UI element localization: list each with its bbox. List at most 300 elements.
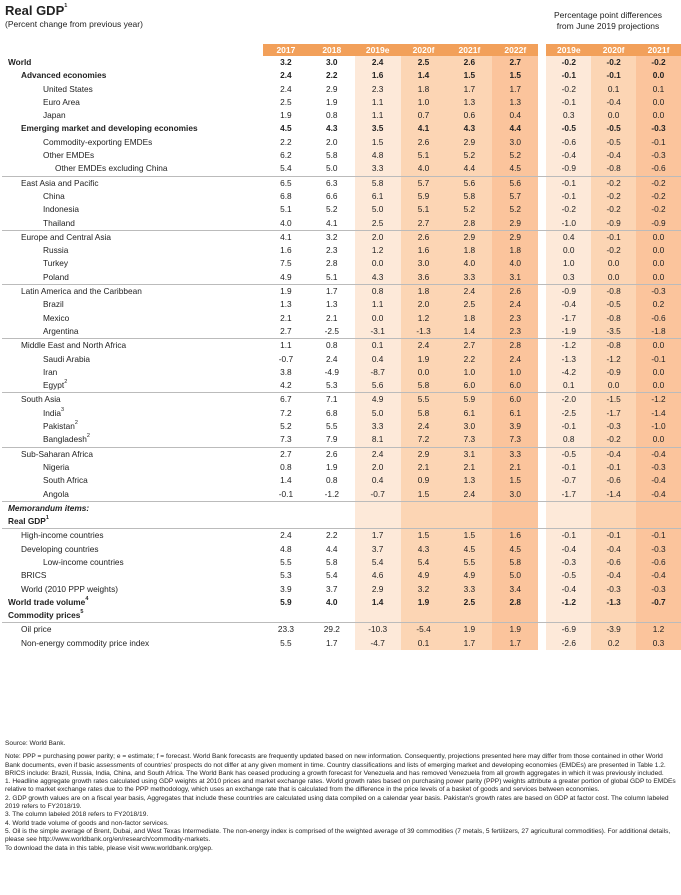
- value-cell: 1.9: [446, 623, 492, 637]
- value-cell: 2.3: [326, 245, 338, 256]
- value-cell: 2.4: [280, 70, 292, 81]
- value-cell: 1.6: [492, 529, 538, 543]
- value-cell: [263, 501, 309, 515]
- value-cell: 1.5: [446, 529, 492, 543]
- value-cell: 0.9: [401, 474, 447, 487]
- value-cell: 1.3: [446, 474, 492, 487]
- value-cell: 2.6: [401, 230, 447, 244]
- value-cell: 2.8: [446, 217, 492, 231]
- value-cell: 6.5: [263, 176, 309, 190]
- value-cell: 1.7: [446, 637, 492, 650]
- row-label: Middle East and North Africa: [2, 339, 263, 353]
- value-cell: 2.6: [492, 285, 538, 299]
- pp-diff-cell: -1.2: [546, 339, 591, 353]
- pp-diff-cell: -1.4: [591, 488, 636, 502]
- value-cell: 3.0: [492, 136, 538, 149]
- value-cell: 6.1: [446, 407, 492, 420]
- value-cell: 2.4: [446, 488, 492, 502]
- pp-diff-cell: -0.3: [591, 583, 636, 596]
- value-cell: [263, 609, 309, 623]
- row-label: India$^3$: [43, 406, 65, 418]
- table-row: [2, 543, 681, 556]
- pp-diff-cell: 0.4: [546, 230, 591, 244]
- pp-diff-cell: -0.1: [591, 69, 636, 82]
- value-cell: 1.9: [401, 353, 447, 366]
- row-label: BRICS: [21, 570, 47, 581]
- value-cell: -10.3: [355, 623, 401, 637]
- value-cell: 3.9: [280, 583, 292, 594]
- pp-diff-cell: -1.0: [636, 420, 681, 433]
- value-cell: 2.5: [280, 96, 292, 107]
- pp-diff-cell: [546, 501, 591, 515]
- value-cell: 2.4: [492, 353, 538, 366]
- pp-diff-cell: 0.0: [636, 109, 681, 122]
- pp-diff-cell: -0.1: [546, 69, 591, 82]
- table-row: [2, 203, 681, 216]
- value-cell: 2.8: [492, 596, 538, 609]
- value-cell: 5.7: [492, 190, 538, 203]
- row-label: Real GDP$^1$: [8, 515, 49, 527]
- value-cell: 2.4: [401, 420, 447, 433]
- pp-col-header: 2019e: [546, 44, 591, 56]
- pp-diff-cell: [636, 609, 681, 623]
- value-cell: 2.7: [401, 217, 447, 231]
- pp-diff-cell: -0.9: [546, 162, 591, 176]
- value-cell: 5.2: [492, 149, 538, 162]
- gdp-table: [2, 44, 681, 650]
- value-cell: 6.0: [492, 393, 538, 407]
- table-row: [2, 271, 681, 285]
- pp-diff-cell: -4.2: [546, 366, 591, 379]
- value-cell: 1.2: [355, 244, 401, 257]
- value-cell: 1.7: [326, 637, 338, 648]
- value-cell: 7.9: [326, 434, 338, 445]
- pp-diff-cell: 0.0: [591, 109, 636, 122]
- pp-diff-cell: [591, 515, 636, 529]
- value-cell: 2.8: [492, 339, 538, 353]
- value-cell: 3.3: [492, 447, 538, 461]
- value-cell: 2.9: [492, 217, 538, 231]
- value-cell: [492, 515, 538, 529]
- value-cell: 2.2: [280, 136, 292, 147]
- pp-diff-cell: -0.3: [546, 556, 591, 569]
- value-cell: 3.0: [446, 420, 492, 433]
- row-label: Japan: [43, 110, 66, 121]
- value-cell: 1.8: [401, 83, 447, 96]
- pp-diff-cell: 0.0: [636, 271, 681, 285]
- value-cell: 1.7: [309, 285, 355, 299]
- pp-diff-cell: -0.4: [546, 149, 591, 162]
- value-cell: 5.7: [401, 176, 447, 190]
- value-cell: 2.5: [446, 596, 492, 609]
- table-subtitle: (Percent change from previous year): [5, 19, 143, 29]
- value-cell: 1.3: [326, 299, 338, 310]
- row-label: Thailand: [43, 217, 75, 228]
- value-cell: [309, 515, 355, 529]
- value-cell: 0.0: [355, 312, 401, 325]
- value-cell: 1.2: [401, 312, 447, 325]
- value-cell: 1.9: [401, 596, 447, 609]
- value-cell: 4.0: [280, 217, 292, 228]
- value-cell: 3.3: [355, 162, 401, 176]
- value-cell: 2.9: [492, 230, 538, 244]
- table-row: [2, 176, 681, 190]
- pp-diff-cell: 0.0: [636, 339, 681, 353]
- pp-diff-cell: -0.5: [546, 447, 591, 461]
- col-header: 2018: [309, 44, 355, 56]
- pp-diff-cell: -0.4: [591, 447, 636, 461]
- pp-diff-cell: -0.2: [591, 190, 636, 203]
- table-row: [2, 149, 681, 162]
- row-label: Egypt$^2$: [43, 379, 68, 391]
- pp-diff-cell: [546, 609, 591, 623]
- value-cell: 3.1: [492, 271, 538, 285]
- value-cell: 1.4: [355, 596, 401, 609]
- row-label: World trade volume$^4$: [8, 595, 89, 607]
- value-cell: 1.4: [446, 325, 492, 339]
- value-cell: 2.9: [326, 83, 338, 94]
- value-cell: 1.7: [446, 83, 492, 96]
- footnote: 2. GDP growth values are on a fiscal year basis, Aggregates that include these countries are calculated using data compiled on a calendar year basis. Pakistan's growth rates are based on GDP at factor cost. The column labeled 2019 refers to FY2018/19.: [5, 794, 669, 811]
- value-cell: 1.7: [492, 83, 538, 96]
- table-row: [2, 83, 681, 96]
- pp-diff-cell: 0.0: [591, 271, 636, 285]
- value-cell: 5.1: [401, 203, 447, 216]
- value-cell: 2.4: [280, 83, 292, 94]
- pp-diff-cell: -0.2: [591, 203, 636, 216]
- value-cell: 0.0: [355, 257, 401, 270]
- value-cell: 5.2: [280, 421, 292, 432]
- row-label: Angola: [43, 488, 69, 499]
- footnote: Note: PPP = purchasing power parity; e = estimate; f = forecast. World Bank forecasts are frequently updated based on new information. Consequently, projections presented here may differ from those contained in other World Bank documents, even if basic assessments of countries' prospects do not differ at any given moment in time. Country classifications and lists of emerging market and developing economies (EMDEs) are presented in Table 1.2. BRICS include: Brazil, Russia, India, China, and South Africa. The World Bank has ceased producing a growth forecast for Venezuela and has removed Venezuela from all growth aggregates in which it was previously included.: [5, 753, 666, 777]
- value-cell: 1.5: [401, 529, 447, 543]
- value-cell: 4.6: [355, 569, 401, 582]
- pp-diff-cell: -0.1: [546, 176, 591, 190]
- value-cell: 5.8: [492, 556, 538, 569]
- value-cell: 4.1: [326, 217, 338, 228]
- value-cell: 5.5: [401, 393, 447, 407]
- pp-diff-cell: -0.3: [636, 583, 681, 596]
- pp-diff-cell: -0.4: [591, 149, 636, 162]
- col-header: 2020f: [401, 44, 447, 56]
- value-cell: 2.1: [401, 461, 447, 474]
- pp-diff-cell: -1.8: [636, 325, 681, 339]
- value-cell: 6.1: [492, 407, 538, 420]
- pp-diff-cell: -0.2: [591, 433, 636, 447]
- table-row: [2, 556, 681, 569]
- value-cell: [492, 501, 538, 515]
- pp-diff-cell: -0.7: [636, 596, 681, 609]
- pp-diff-cell: 0.0: [636, 69, 681, 82]
- value-cell: 4.9: [280, 271, 292, 282]
- value-cell: 7.5: [280, 258, 292, 269]
- pp-diff-cell: 0.8: [546, 433, 591, 447]
- value-cell: [355, 515, 401, 529]
- row-label: Emerging market and developing economies: [21, 123, 198, 134]
- value-cell: -8.7: [355, 366, 401, 379]
- value-cell: 0.8: [309, 339, 355, 353]
- value-cell: 4.4: [326, 543, 338, 554]
- pp-diff-cell: -3.9: [591, 623, 636, 637]
- value-cell: 5.8: [446, 190, 492, 203]
- value-cell: 2.0: [401, 298, 447, 311]
- row-label: Other EMDEs excluding China: [55, 163, 168, 174]
- pp-diff-cell: -0.1: [546, 461, 591, 474]
- value-cell: 5.5: [326, 421, 338, 432]
- value-cell: 3.2: [280, 57, 292, 67]
- value-cell: 5.9: [446, 393, 492, 407]
- value-cell: 5.6: [446, 176, 492, 190]
- value-cell: 5.0: [355, 203, 401, 216]
- row-label: World: [8, 57, 32, 67]
- header-row: [2, 44, 681, 56]
- value-cell: 2.9: [446, 136, 492, 149]
- pp-diff-cell: 0.0: [546, 244, 591, 257]
- table-row: [2, 623, 681, 637]
- value-cell: [446, 501, 492, 515]
- value-cell: 1.9: [326, 461, 338, 472]
- pp-diff-cell: -0.9: [591, 217, 636, 231]
- pp-diff-cell: -0.2: [591, 244, 636, 257]
- value-cell: 4.3: [326, 123, 338, 134]
- pp-diff-cell: -0.6: [636, 162, 681, 176]
- value-cell: 3.8: [280, 366, 292, 377]
- value-cell: 6.0: [492, 379, 538, 393]
- pp-diff-cell: -0.1: [546, 529, 591, 543]
- row-label: Saudi Arabia: [43, 353, 91, 364]
- table-row: [2, 596, 681, 609]
- value-cell: 5.2: [446, 149, 492, 162]
- pp-diff-cell: -0.8: [591, 285, 636, 299]
- row-label: Mexico: [43, 312, 70, 323]
- footnote: To download the data in this table, please visit www.worldbank.org/gep.: [5, 844, 213, 852]
- pp-diff-cell: -1.9: [546, 325, 591, 339]
- pp-diff-cell: -0.1: [636, 353, 681, 366]
- table-row: [2, 353, 681, 366]
- value-cell: 4.3: [401, 543, 447, 556]
- table-row: [2, 244, 681, 257]
- pp-diff-cell: -0.6: [591, 556, 636, 569]
- pp-diff-cell: -0.9: [591, 366, 636, 379]
- pp-diff-cell: 0.0: [636, 366, 681, 379]
- value-cell: 7.3: [280, 434, 292, 445]
- value-cell: 2.7: [280, 325, 292, 336]
- value-cell: 3.0: [401, 257, 447, 270]
- pp-diff-cell: -0.7: [546, 474, 591, 487]
- pp-diff-cell: -1.7: [546, 488, 591, 502]
- value-cell: 5.0: [355, 407, 401, 420]
- pp-diff-cell: -0.4: [636, 447, 681, 461]
- value-cell: -4.9: [324, 366, 339, 377]
- pp-diff-cell: 0.0: [636, 244, 681, 257]
- value-cell: 0.4: [355, 353, 401, 366]
- value-cell: 0.4: [355, 474, 401, 487]
- value-cell: 4.3: [446, 122, 492, 135]
- pp-diff-cell: -0.3: [636, 543, 681, 556]
- pp-diff-cell: -1.3: [591, 596, 636, 609]
- pp-diff-cell: -0.5: [591, 122, 636, 135]
- value-cell: 3.3: [446, 271, 492, 285]
- pp-diff-cell: 0.1: [591, 83, 636, 96]
- table-row: [2, 136, 681, 149]
- row-label: Latin America and the Caribbean: [2, 285, 263, 299]
- table-row: [2, 379, 681, 393]
- table-row: [2, 569, 681, 582]
- value-cell: 2.9: [355, 583, 401, 596]
- pp-diff-cell: -1.2: [546, 596, 591, 609]
- value-cell: 1.1: [263, 339, 309, 353]
- pp-diff-cell: -0.3: [636, 149, 681, 162]
- value-cell: [355, 609, 401, 623]
- row-label: High-income countries: [2, 529, 263, 543]
- row-label: Nigeria: [43, 461, 70, 472]
- value-cell: 5.9: [401, 190, 447, 203]
- value-cell: 1.0: [446, 366, 492, 379]
- table-row: [2, 298, 681, 311]
- pp-diff-cell: [546, 515, 591, 529]
- value-cell: 2.7: [492, 56, 538, 69]
- value-cell: [309, 501, 355, 515]
- value-cell: 2.7: [446, 339, 492, 353]
- pp-diff-cell: -0.1: [636, 136, 681, 149]
- value-cell: 2.0: [355, 461, 401, 474]
- row-label: Poland: [43, 271, 69, 282]
- value-cell: 0.1: [401, 637, 447, 650]
- pp-diff-cell: -2.6: [546, 637, 591, 650]
- table-row: [2, 257, 681, 270]
- row-label: Europe and Central Asia: [2, 230, 263, 244]
- value-cell: 5.8: [326, 150, 338, 161]
- pp-diff-cell: -0.1: [546, 190, 591, 203]
- pp-diff-cell: -0.2: [591, 176, 636, 190]
- col-header: 2019e: [355, 44, 401, 56]
- pp-diff-cell: -0.2: [636, 190, 681, 203]
- table-row: [2, 339, 681, 353]
- row-label: Russia: [43, 245, 69, 256]
- value-cell: 7.3: [446, 433, 492, 447]
- value-cell: 1.8: [401, 285, 447, 299]
- value-cell: 2.8: [326, 258, 338, 269]
- value-cell: 1.8: [446, 312, 492, 325]
- pp-diff-cell: -0.4: [546, 583, 591, 596]
- value-cell: 2.4: [446, 285, 492, 299]
- table-row: [2, 515, 681, 529]
- value-cell: 5.2: [446, 203, 492, 216]
- value-cell: 4.4: [446, 162, 492, 176]
- value-cell: 2.4: [401, 339, 447, 353]
- pp-diff-cell: 0.0: [636, 379, 681, 393]
- footnote: 4. World trade volume of goods and non-factor services.: [5, 819, 169, 827]
- table-row: [2, 109, 681, 122]
- value-cell: 6.1: [355, 190, 401, 203]
- value-cell: 1.3: [280, 299, 292, 310]
- value-cell: 0.8: [355, 285, 401, 299]
- value-cell: -1.2: [324, 488, 339, 499]
- value-cell: 2.9: [401, 447, 447, 461]
- value-cell: -2.5: [324, 325, 339, 336]
- value-cell: 4.8: [280, 543, 292, 554]
- value-cell: 1.1: [355, 96, 401, 109]
- pp-diff-cell: -1.4: [636, 407, 681, 420]
- table-row: [2, 190, 681, 203]
- pp-diff-cell: -0.2: [636, 176, 681, 190]
- row-label: World (2010 PPP weights): [21, 583, 118, 594]
- value-cell: 5.4: [355, 556, 401, 569]
- pp-diff-cell: -0.2: [546, 83, 591, 96]
- value-cell: 1.5: [355, 136, 401, 149]
- value-cell: 1.9: [280, 110, 292, 121]
- value-cell: 0.0: [401, 366, 447, 379]
- pp-diff-cell: 0.0: [636, 433, 681, 447]
- table-row: [2, 407, 681, 420]
- pp-diff-cell: -0.9: [546, 285, 591, 299]
- pp-diff-cell: 0.0: [591, 257, 636, 270]
- value-cell: 1.3: [446, 96, 492, 109]
- pp-diff-cell: -2.5: [546, 407, 591, 420]
- col-header: 2022f: [492, 44, 538, 56]
- pp-diff-cell: [636, 501, 681, 515]
- value-cell: 4.2: [280, 380, 292, 391]
- row-label: Memorandum items:: [2, 501, 263, 515]
- value-cell: 3.2: [309, 230, 355, 244]
- row-label: Other EMDEs: [43, 150, 95, 161]
- value-cell: 4.0: [446, 257, 492, 270]
- value-cell: 4.9: [401, 569, 447, 582]
- pp-diff-cell: 0.2: [591, 637, 636, 650]
- value-cell: -1.3: [401, 325, 447, 339]
- pp-diff-cell: [591, 609, 636, 623]
- value-cell: 5.2: [492, 203, 538, 216]
- value-cell: [401, 609, 447, 623]
- pp-diff-cell: -0.6: [636, 556, 681, 569]
- pp-diff-cell: 0.3: [636, 637, 681, 650]
- value-cell: 2.4: [263, 529, 309, 543]
- table-row: [2, 447, 681, 461]
- pp-diff-cell: -0.4: [591, 543, 636, 556]
- pp-diff-cell: 1.2: [636, 623, 681, 637]
- value-cell: 6.8: [326, 407, 338, 418]
- value-cell: 23.3: [263, 623, 309, 637]
- row-label: Euro Area: [43, 96, 80, 107]
- value-cell: -4.7: [355, 637, 401, 650]
- row-label: Oil price: [2, 623, 263, 637]
- value-cell: 6.6: [326, 190, 338, 201]
- pp-diff-cell: -0.4: [636, 488, 681, 502]
- value-cell: 3.9: [492, 420, 538, 433]
- pp-diff-cell: -0.2: [591, 56, 636, 69]
- value-cell: 5.8: [355, 176, 401, 190]
- table-row: [2, 162, 681, 176]
- table-row: [2, 433, 681, 447]
- pp-diff-cell: -0.4: [636, 569, 681, 582]
- value-cell: 4.1: [263, 230, 309, 244]
- value-cell: 1.6: [355, 69, 401, 82]
- value-cell: 2.3: [492, 312, 538, 325]
- pp-diff-cell: [591, 501, 636, 515]
- pp-col-header: 2021f: [636, 44, 681, 56]
- pp-diff-cell: -6.9: [546, 623, 591, 637]
- pp-diff-cell: -0.3: [591, 420, 636, 433]
- value-cell: 6.8: [280, 190, 292, 201]
- pp-diff-cell: -0.8: [591, 162, 636, 176]
- row-label: Commodity prices$^5$: [8, 609, 84, 621]
- value-cell: 3.0: [326, 57, 338, 67]
- table-row: [2, 488, 681, 502]
- pp-diff-cell: -0.4: [591, 569, 636, 582]
- value-cell: [492, 609, 538, 623]
- row-label: Non-energy commodity price index: [21, 637, 150, 648]
- value-cell: 29.2: [309, 623, 355, 637]
